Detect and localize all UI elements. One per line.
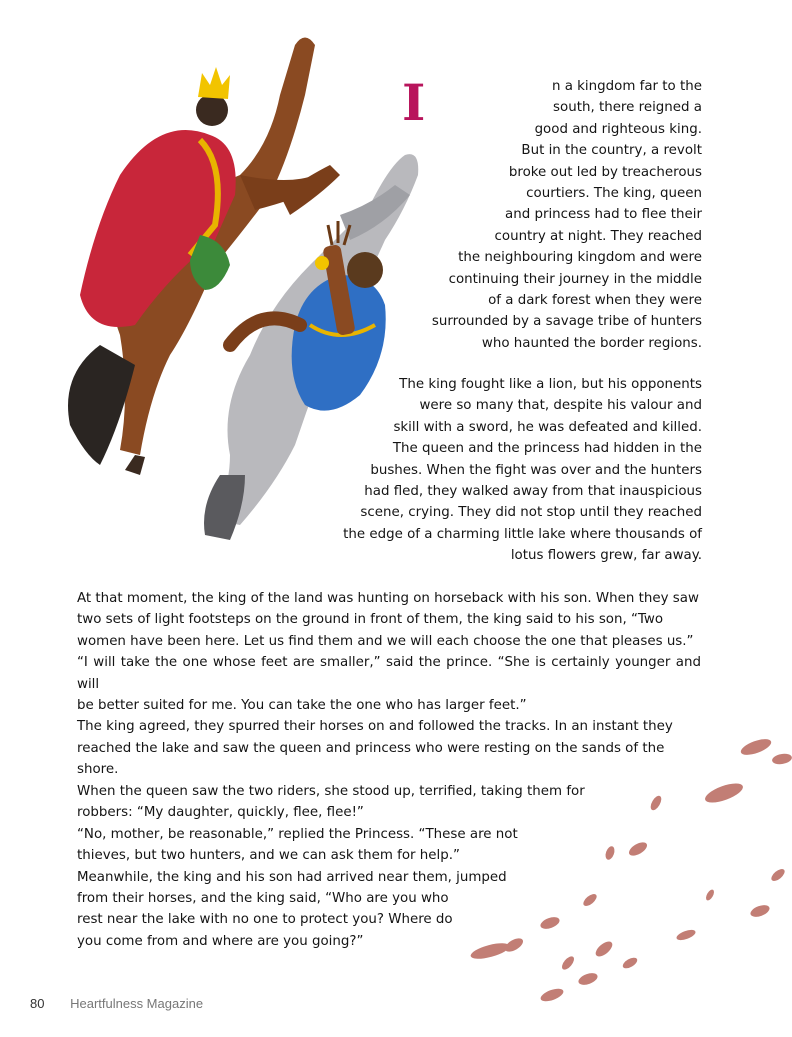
story-line: robbers: “My daughter, quickly, flee, flee!”	[77, 805, 364, 821]
story-line: courtiers. The king, queen	[526, 186, 702, 202]
story-line: But in the country, a revolt	[521, 143, 702, 159]
story-line: At that moment, the king of the land was hunting on horseback with his son. When they saw	[77, 591, 699, 606]
story-line: The queen and the princess had hidden in the	[392, 441, 702, 457]
story-line: who haunted the border regions.	[481, 335, 702, 351]
story-line: be better suited for me. You can take the one who has larger feet.”	[77, 698, 527, 714]
story-paragraph-1	[402, 73, 702, 354]
story-line: broke out led by treacherous	[508, 164, 702, 180]
magazine-name: Heartfulness Magazine	[70, 996, 204, 1011]
story-line: and princess had to flee their	[505, 207, 702, 223]
story-line: women have been here. Let us find them and we will each choose the one that pleases us.”	[77, 633, 694, 649]
story-line: had fled, they walked away from that inauspicious	[364, 484, 702, 500]
story-line: surrounded by a savage tribe of hunters	[431, 314, 702, 330]
story-line: good and righteous king.	[534, 121, 702, 137]
story-line: skill with a sword, he was defeated and killed.	[393, 419, 702, 435]
story-line: lotus flowers grew, far away.	[510, 548, 702, 564]
story-line: of a dark forest when they were	[488, 293, 702, 309]
story-line: the edge of a charming little lake where thousands of	[343, 526, 702, 542]
page-number: 80	[30, 996, 45, 1011]
story-line: from their horses, and the king said, “Who are you who	[77, 891, 449, 907]
story-line: continuing their journey in the middle	[448, 271, 702, 287]
drop-cap: I	[402, 73, 426, 132]
story-paragraph-2	[272, 374, 702, 567]
story-line: you come from and where are you going?”	[77, 933, 364, 949]
story-line: two sets of light footsteps on the ground in front of them, the king said to his son, “Two	[77, 612, 664, 628]
story-line: bushes. When the fight was over and the hunters	[370, 462, 702, 478]
story-line: “I will take the one whose feet are smaller,” said the prince. “She is certainly younger and will	[77, 655, 701, 692]
story-line: When the queen saw the two riders, she stood up, terrified, taking them for	[77, 784, 585, 799]
story-line: country at night. They reached	[494, 228, 702, 244]
story-line: Meanwhile, the king and his son had arrived near them, jumped	[77, 869, 507, 885]
story-line: scene, crying. They did not stop until they reached	[360, 505, 702, 521]
story-line: reached the lake and saw the queen and princess who were resting on the sands of the	[77, 740, 665, 756]
story-line: thieves, but two hunters, and we can ask them for help.”	[77, 848, 460, 864]
story-line: The king fought like a lion, but his opponents	[399, 377, 702, 392]
story-paragraph-4	[77, 781, 637, 952]
story-paragraph-3	[77, 588, 701, 781]
story-line: shore.	[77, 762, 119, 778]
page-footer	[30, 996, 203, 1011]
story-line: The king agreed, they spurred their horses on and followed the tracks. In an instant they	[77, 719, 673, 735]
story-line: rest near the lake with no one to protect you? Where do	[77, 912, 453, 928]
story-line: the neighbouring kingdom and were	[458, 250, 702, 266]
story-line: were so many that, despite his valour and	[419, 398, 702, 414]
story-line: “No, mother, be reasonable,” replied the Princess. “These are not	[77, 826, 518, 842]
story-line: south, there reigned a	[553, 100, 702, 116]
story-line: n a kingdom far to the	[551, 79, 702, 94]
